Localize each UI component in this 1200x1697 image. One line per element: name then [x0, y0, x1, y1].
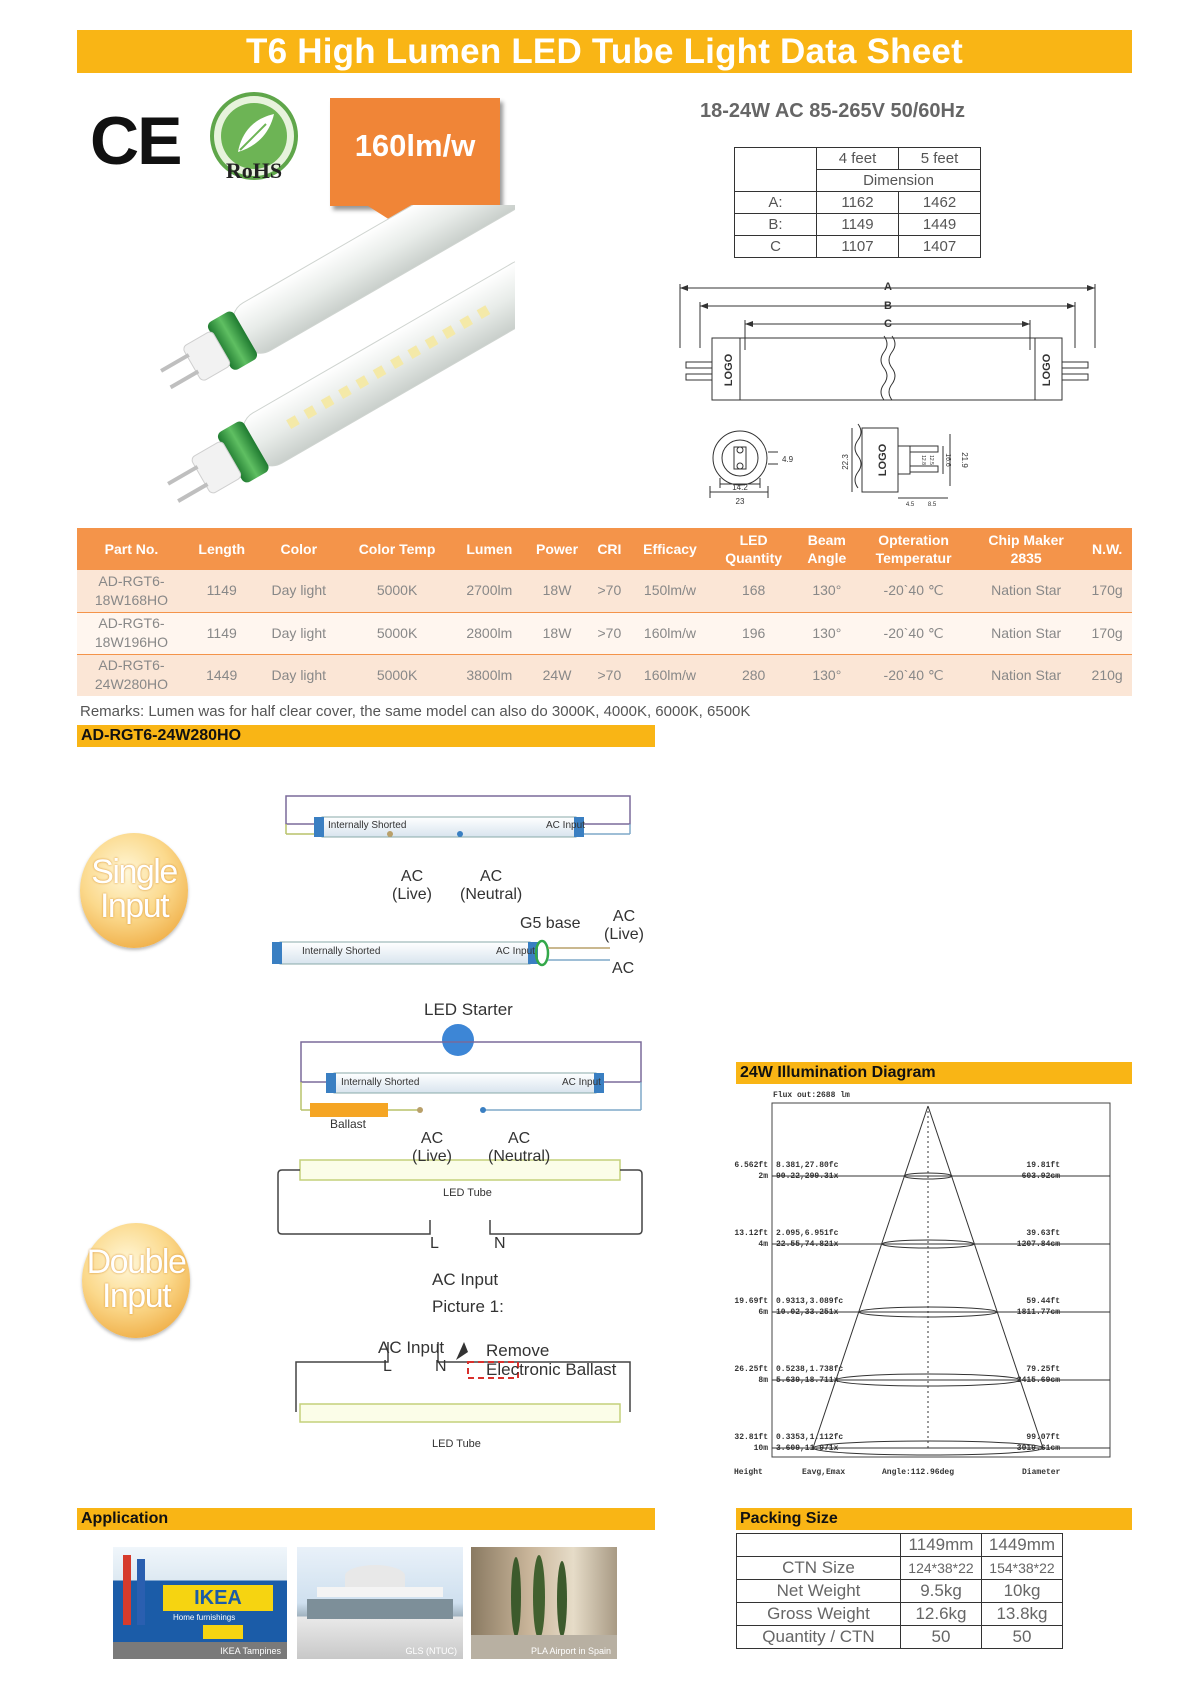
- cell: Nation Star: [970, 612, 1082, 654]
- double-input-badge: Double Input: [82, 1223, 190, 1338]
- cell: 170g: [1082, 612, 1132, 654]
- ac-input-label: AC Input: [432, 1270, 499, 1289]
- illumination-title: 24W Illumination Diagram: [736, 1062, 1132, 1084]
- electronic-ballast-label: Electronic Ballast: [486, 1360, 617, 1379]
- ac-live-label: AC (Live): [604, 908, 645, 943]
- illum-eavg: 8.381,27.80fc 90.22,299.31x: [776, 1161, 839, 1181]
- remarks-text: Remarks: Lumen was for half clear cover, the same model can also do 3000K, 4000K, 6000K, 6500K: [80, 703, 751, 720]
- rohs-label: RoHS: [225, 158, 283, 183]
- cell: 5000K: [340, 612, 454, 654]
- dim-caption: Dimension: [817, 170, 981, 192]
- ac-input-label: AC Input: [546, 820, 585, 831]
- cell: >70: [590, 654, 630, 696]
- side-dim-p1: 12.5: [928, 455, 934, 465]
- end-dim-w1: 14.2: [732, 483, 748, 492]
- ac-live-label: AC (Live): [392, 868, 433, 903]
- cell: Nation Star: [970, 570, 1082, 612]
- n-label: N: [494, 1235, 506, 1252]
- cell: Day light: [257, 654, 340, 696]
- cell-part-no: AD-RGT6- 18W168HO: [77, 570, 186, 612]
- cell: Day light: [257, 612, 340, 654]
- illum-height: 26.25ft 8m: [734, 1365, 768, 1385]
- col-led-quantity: LED Quantity: [711, 528, 797, 570]
- led-tube-label: LED Tube: [432, 1438, 481, 1450]
- packing-table: [736, 1533, 1063, 1649]
- pack-value: 9.5kg: [901, 1580, 982, 1603]
- col-efficacy: Efficacy: [629, 528, 710, 570]
- cell-part-no: AD-RGT6- 18W196HO: [77, 612, 186, 654]
- dimension-table: [734, 147, 981, 258]
- cell: 168: [711, 570, 797, 612]
- pack-value: 50: [982, 1626, 1063, 1649]
- product-tube-photo: [150, 205, 515, 525]
- lumen-badge-text: 160lm/w: [354, 128, 476, 163]
- end-dim-pin: 4.9: [782, 455, 794, 464]
- col-operation-temp: Opteration Temperatur: [857, 528, 970, 570]
- cell: 1149: [186, 612, 258, 654]
- spec-table: [77, 528, 1132, 696]
- logo-label: LOGO: [1041, 353, 1053, 387]
- led-starter-label: LED Starter: [424, 1000, 513, 1019]
- application-title: Application: [77, 1508, 655, 1530]
- table-row: [77, 570, 1132, 612]
- cell: 170g: [1082, 570, 1132, 612]
- logo-label: LOGO: [877, 443, 889, 477]
- ac-input-label: AC Input: [378, 1338, 445, 1357]
- l-label: L: [430, 1235, 439, 1252]
- illum-eavg: 0.5238,1.738fc 5.639,18.711x: [776, 1365, 844, 1385]
- dim-header-4ft: 4 feet: [817, 148, 899, 170]
- internally-shorted-label: Internally Shorted: [302, 946, 381, 957]
- illum-height: 6.562ft 2m: [734, 1161, 768, 1181]
- pack-value: 154*38*22: [982, 1557, 1063, 1580]
- flux-label: Flux out:2688 lm: [773, 1091, 850, 1100]
- ballast-label: Ballast: [330, 1117, 367, 1131]
- dim-value: 1149: [817, 214, 899, 236]
- dim-header-5ft: 5 feet: [899, 148, 981, 170]
- ac-live-label: AC (Live): [412, 1130, 453, 1165]
- cell: 196: [711, 612, 797, 654]
- cell: 2700lm: [454, 570, 524, 612]
- cell: -20`40 ℃: [857, 612, 970, 654]
- cell: 5000K: [340, 570, 454, 612]
- cell: 24W: [525, 654, 590, 696]
- led-tube-label: LED Tube: [443, 1187, 492, 1199]
- table-row: [77, 654, 1132, 696]
- ac-label: AC: [612, 960, 635, 977]
- col-part-no: Part No.: [77, 528, 186, 570]
- table-row: [77, 612, 1132, 654]
- cell: >70: [590, 612, 630, 654]
- illum-eavg: 0.9313,3.089fc 10.02,33.251x: [776, 1297, 844, 1317]
- internally-shorted-label: Internally Shorted: [341, 1077, 420, 1088]
- ce-mark: CE: [90, 103, 181, 179]
- side-dim-b1: 4.5: [905, 502, 915, 508]
- ikea-subsign: Home furnishings: [173, 1613, 236, 1622]
- cell: Day light: [257, 570, 340, 612]
- pack-value: 10kg: [982, 1580, 1063, 1603]
- col-lumen: Lumen: [454, 528, 524, 570]
- electrical-spec: 18-24W AC 85-265V 50/60Hz: [700, 100, 965, 122]
- cell: -20`40 ℃: [857, 654, 970, 696]
- cell: 130°: [797, 570, 858, 612]
- illum-footer-height: Height: [734, 1468, 763, 1477]
- illum-diameter: 19.81ft 603.92cm: [1021, 1161, 1060, 1181]
- cell: 18W: [525, 612, 590, 654]
- side-dim-h1: 22.3: [841, 454, 850, 470]
- dim-value: 1107: [817, 236, 899, 258]
- cell: 18W: [525, 570, 590, 612]
- end-dim-w2: 23: [735, 497, 745, 506]
- dim-label-a: A: [884, 281, 892, 293]
- application-photo-airport: [471, 1547, 617, 1659]
- photo-caption: PLA Airport in Spain: [530, 1646, 611, 1656]
- application-photo-ikea: [113, 1547, 287, 1659]
- col-cri: CRI: [590, 528, 630, 570]
- pack-header-1149: 1149mm: [901, 1534, 982, 1557]
- col-power: Power: [525, 528, 590, 570]
- col-length: Length: [186, 528, 258, 570]
- cell: 150lm/w: [629, 570, 710, 612]
- side-dim-h3: 16.6: [944, 453, 951, 467]
- illum-eavg: 2.095,6.951fc 22.55,74.821x: [776, 1229, 839, 1249]
- dim-value: 1449: [899, 214, 981, 236]
- side-dim-h2: 21.9: [960, 452, 969, 468]
- illum-height: 32.81ft 10m: [734, 1433, 768, 1453]
- pack-label: Net Weight: [737, 1580, 901, 1603]
- pack-value: 13.8kg: [982, 1603, 1063, 1626]
- ikea-sign: IKEA: [163, 1585, 273, 1611]
- illum-footer-diameter: Diameter: [1022, 1468, 1061, 1477]
- illumination-diagram: [730, 1100, 1140, 1480]
- cell: 5000K: [340, 654, 454, 696]
- pack-value: 50: [901, 1626, 982, 1649]
- side-dim-p2: 12.8: [920, 455, 926, 465]
- ac-neutral-label: AC (Neutral): [488, 1130, 551, 1165]
- illum-height: 13.12ft 4m: [734, 1229, 768, 1249]
- g5-base-label: G5 base: [520, 915, 581, 932]
- illum-height: 19.69ft 6m: [734, 1297, 768, 1317]
- pack-label: Quantity / CTN: [737, 1626, 901, 1649]
- spec-header-row: [77, 528, 1132, 570]
- dim-label-c: C: [884, 318, 892, 330]
- col-beam-angle: Beam Angle: [797, 528, 858, 570]
- cell: 130°: [797, 654, 858, 696]
- illum-diameter: 59.44ft 1811.77cm: [1016, 1297, 1060, 1317]
- illum-footer-angle: Angle:112.96deg: [882, 1468, 955, 1477]
- dim-key: C: [735, 236, 817, 258]
- dim-value: 1462: [899, 192, 981, 214]
- col-color-temp: Color Temp: [340, 528, 454, 570]
- internally-shorted-label: Internally Shorted: [328, 820, 407, 831]
- ac-input-label: AC Input: [562, 1077, 601, 1088]
- cell: 210g: [1082, 654, 1132, 696]
- dim-value: 1162: [817, 192, 899, 214]
- n-label: N: [435, 1358, 447, 1375]
- cell: 1449: [186, 654, 258, 696]
- single-input-badge: Single Input: [80, 833, 188, 948]
- side-dim-b2: 8.5: [927, 502, 937, 508]
- l-label: L: [383, 1358, 392, 1375]
- cell: 1149: [186, 570, 258, 612]
- logo-label: LOGO: [723, 353, 735, 387]
- cell-part-no: AD-RGT6- 24W280HO: [77, 654, 186, 696]
- pack-header-1449: 1449mm: [982, 1534, 1063, 1557]
- page-title: T6 High Lumen LED Tube Light Data Sheet: [77, 30, 1132, 73]
- illum-diameter: 99.07ft 3019.61cm: [1016, 1433, 1060, 1453]
- illum-footer-eavg: Eavg,Emax: [802, 1468, 846, 1477]
- photo-caption: IKEA Tampines: [220, 1646, 281, 1656]
- col-net-weight: N.W.: [1082, 528, 1132, 570]
- pack-label: CTN Size: [737, 1557, 901, 1580]
- cell: -20`40 ℃: [857, 570, 970, 612]
- cell: 160lm/w: [629, 612, 710, 654]
- photo-caption: GLS (NTUC): [405, 1646, 457, 1656]
- cell: >70: [590, 570, 630, 612]
- cell: Nation Star: [970, 654, 1082, 696]
- dim-key: A:: [735, 192, 817, 214]
- pack-label: Gross Weight: [737, 1603, 901, 1626]
- cell: 130°: [797, 612, 858, 654]
- model-bar: AD-RGT6-24W280HO: [77, 725, 655, 747]
- picture-caption: Picture 1:: [432, 1297, 504, 1316]
- dim-value: 1407: [899, 236, 981, 258]
- pack-value: 124*38*22: [901, 1557, 982, 1580]
- cell: 2800lm: [454, 612, 524, 654]
- illum-diameter: 79.25ft 2415.69cm: [1016, 1365, 1060, 1385]
- dim-key: B:: [735, 214, 817, 236]
- remove-label: Remove: [486, 1341, 550, 1360]
- dim-label-b: B: [884, 300, 892, 312]
- tube-dimension-drawing: [670, 278, 1110, 406]
- tube-end-side-drawing: [700, 420, 1060, 508]
- col-chip-maker: Chip Maker 2835: [970, 528, 1082, 570]
- application-photo-gls: [297, 1547, 463, 1659]
- illum-eavg: 0.3353,1.112fc 3.609,11.971x: [776, 1433, 844, 1453]
- ac-neutral-label: AC (Neutral): [460, 868, 523, 903]
- illum-diameter: 39.63ft 1207.84cm: [1016, 1229, 1060, 1249]
- cell: 280: [711, 654, 797, 696]
- pack-value: 12.6kg: [901, 1603, 982, 1626]
- packing-title: Packing Size: [736, 1508, 1132, 1530]
- cell: 3800lm: [454, 654, 524, 696]
- ac-input-label: AC Input: [496, 946, 535, 957]
- cell: 160lm/w: [629, 654, 710, 696]
- col-color: Color: [257, 528, 340, 570]
